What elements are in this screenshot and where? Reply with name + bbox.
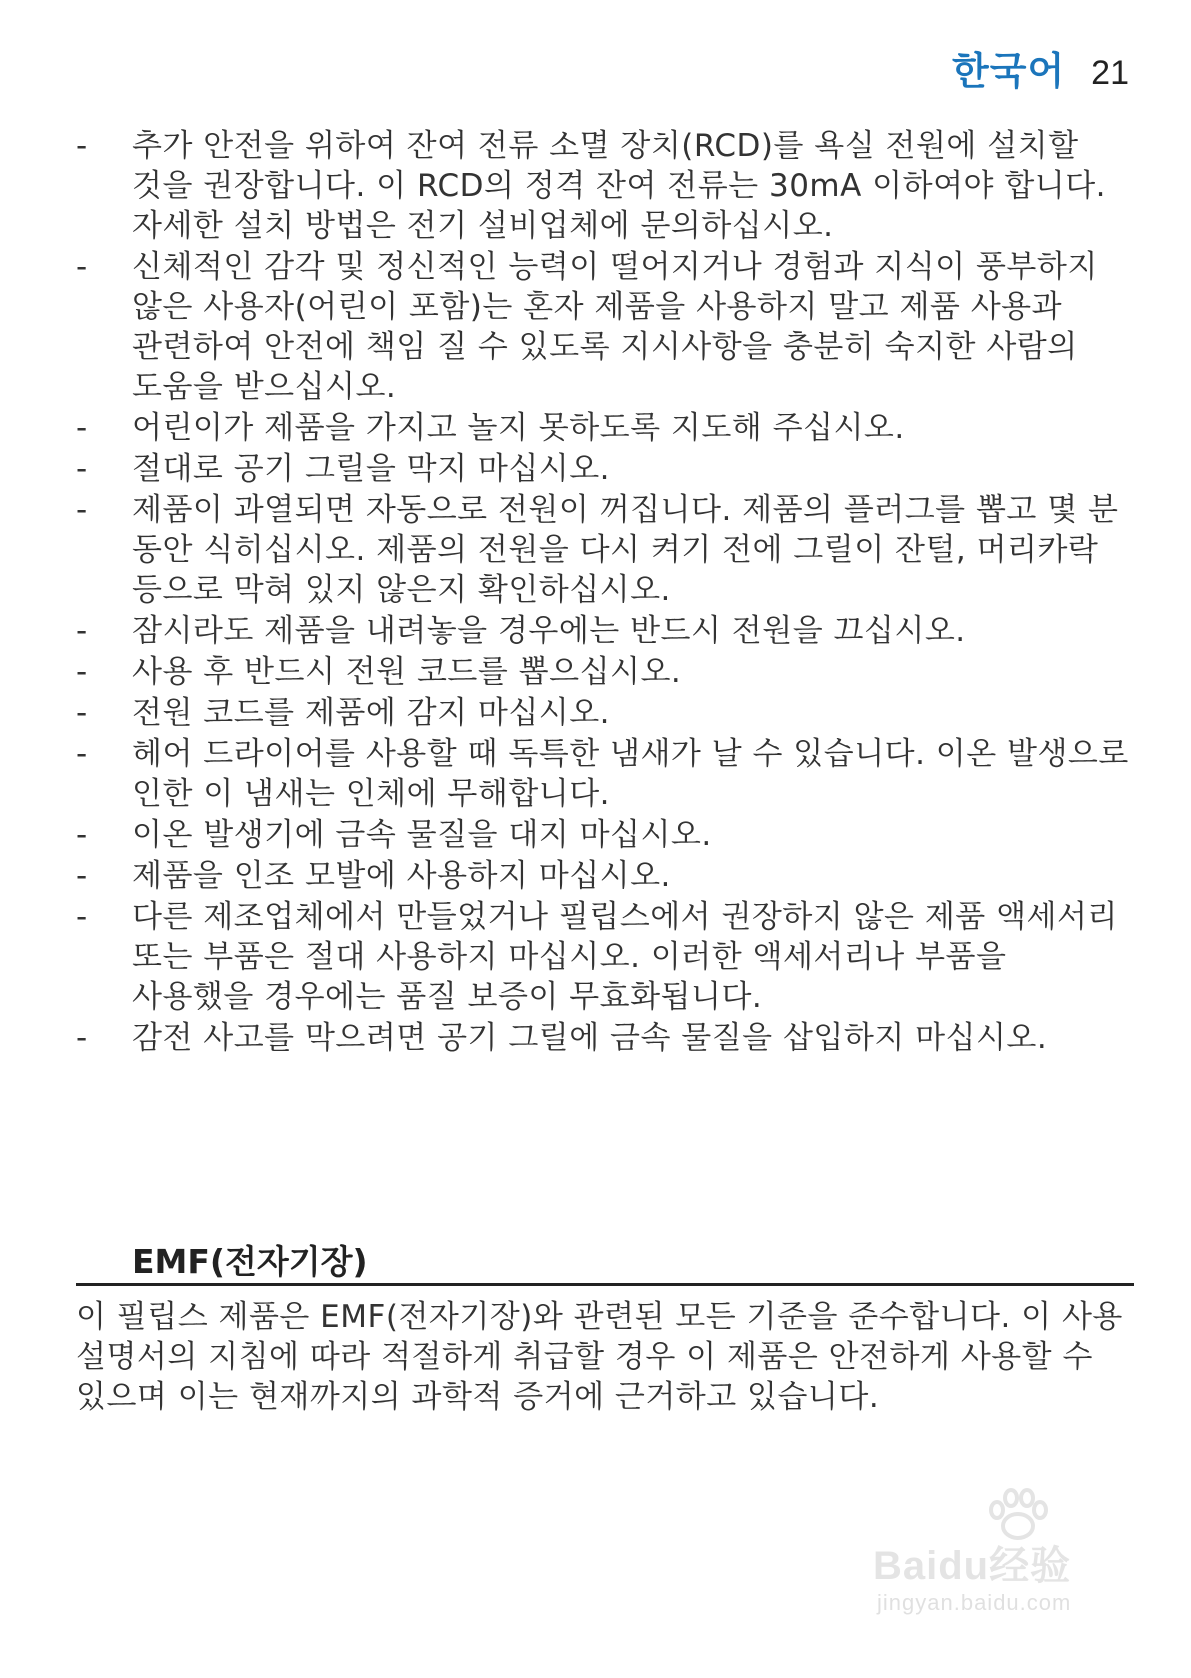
bullet-text: 감전 사고를 막으려면 공기 그릴에 금속 물질을 삽입하지 마십시오. — [132, 1020, 1048, 1056]
emf-section-title: EMF(전자기장) — [132, 1242, 368, 1281]
page-header — [952, 40, 1129, 95]
bullet-text: 제품이 과열되면 자동으로 전원이 꺼집니다. 제품의 플러그를 뽑고 몇 분 동안 식히십시오. 제품의 전원을 다시 켜기 전에 그릴이 잔털, 머리카락 등으로 막혀 있지 않은지 확인하십시오. — [132, 492, 1119, 608]
bullet-dash: - — [76, 492, 88, 528]
list-item — [76, 734, 1136, 814]
list-item — [76, 449, 1136, 489]
bullet-dash: - — [76, 1020, 88, 1056]
bullet-dash: - — [76, 817, 88, 853]
bullet-dash: - — [76, 858, 88, 894]
section-divider — [76, 1283, 1134, 1286]
list-item — [76, 247, 1136, 407]
bullet-dash: - — [76, 451, 88, 487]
bullet-text: 다른 제조업체에서 만들었거나 필립스에서 권장하지 않은 제품 액세서리 또는 부품은 절대 사용하지 마십시오. 이러한 액세서리나 부품을 사용했을 경우에는 품질 보증이 무효화됩니다. — [132, 899, 1118, 1015]
bullet-text: 절대로 공기 그릴을 막지 마십시오. — [132, 451, 611, 487]
bullet-dash: - — [76, 899, 88, 935]
watermark-logo: Baidu经验 — [873, 1544, 1072, 1588]
list-item — [76, 652, 1136, 692]
bullet-text: 어린이가 제품을 가지고 놀지 못하도록 지도해 주십시오. — [132, 410, 905, 446]
bullet-text: 사용 후 반드시 전원 코드를 뽑으십시오. — [132, 654, 682, 690]
bullet-text: 전원 코드를 제품에 감지 마십시오. — [132, 695, 611, 731]
list-item — [76, 1018, 1136, 1058]
bullet-dash: - — [76, 128, 88, 164]
list-item — [76, 126, 1136, 246]
bullet-dash: - — [76, 410, 88, 446]
list-item — [76, 693, 1136, 733]
emf-section-body: 이 필립스 제품은 EMF(전자기장)와 관련된 모든 기준을 준수합니다. 이 사용 설명서의 지침에 따라 적절하게 취급할 경우 이 제품은 안전하게 사용할 수 있으며 이는 현재까지의 과학적 증거에 근거하고 있습니다. — [76, 1299, 1123, 1415]
bullet-dash: - — [76, 736, 88, 772]
list-item — [76, 490, 1136, 610]
list-item — [76, 856, 1136, 896]
bullet-text: 이온 발생기에 금속 물질을 대지 마십시오. — [132, 817, 712, 853]
watermark-url: jingyan.baidu.com — [877, 1590, 1072, 1615]
list-item — [76, 611, 1136, 651]
list-item — [76, 897, 1136, 1017]
baidu-watermark — [873, 1486, 1143, 1626]
page-number: 21 — [1091, 54, 1129, 92]
bullet-dash: - — [76, 654, 88, 690]
bullet-text: 신체적인 감각 및 정신적인 능력이 떨어지거나 경험과 지식이 풍부하지 않은 사용자(어린이 포함)는 혼자 제품을 사용하지 말고 제품 사용과 관련하여 안전에 책임 질 수 있도록 지시사항을 충분히 숙지한 사람의 도움을 받으십시오. — [132, 249, 1098, 405]
bullet-dash: - — [76, 613, 88, 649]
language-label: 한국어 — [952, 49, 1066, 93]
list-item — [76, 815, 1136, 855]
bullet-dash: - — [76, 249, 88, 285]
list-item — [76, 408, 1136, 448]
bullet-dash: - — [76, 695, 88, 731]
safety-bullet-list — [76, 126, 1136, 1059]
bullet-text: 잠시라도 제품을 내려놓을 경우에는 반드시 전원을 끄십시오. — [132, 613, 966, 649]
bullet-text: 헤어 드라이어를 사용할 때 독특한 냄새가 날 수 있습니다. 이온 발생으로 인한 이 냄새는 인체에 무해합니다. — [132, 736, 1129, 812]
bullet-text: 제품을 인조 모발에 사용하지 마십시오. — [132, 858, 671, 894]
bullet-text: 추가 안전을 위하여 잔여 전류 소멸 장치(RCD)를 욕실 전원에 설치할 것을 권장합니다. 이 RCD의 정격 잔여 전류는 30mA 이하여야 합니다. 자세한 설치 방법은 전기 설비업체에 문의하십시오. — [132, 128, 1107, 244]
